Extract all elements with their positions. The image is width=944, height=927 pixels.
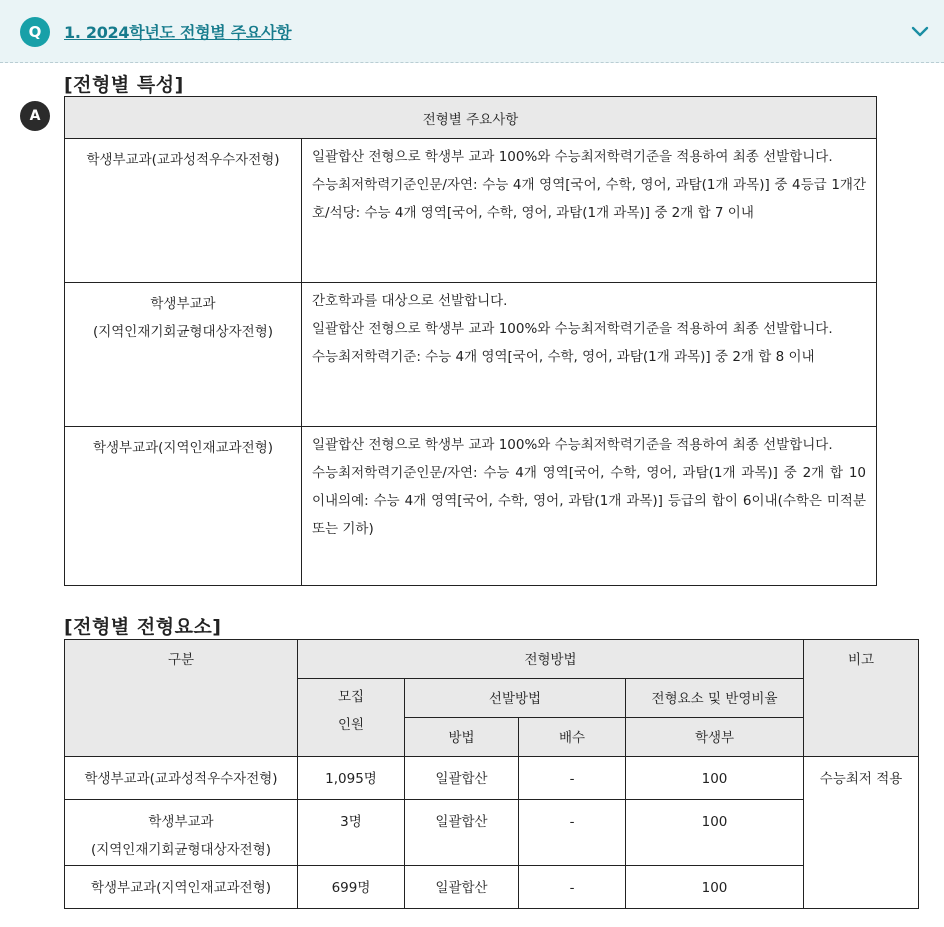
header-note: 비고 [804,640,919,757]
faq-question-header[interactable] [0,0,944,63]
table-row [65,139,877,283]
header-record: 학생부 [626,718,804,757]
row-label: 학생부교과 (지역인재기회균형대상자전형) [65,283,302,427]
row-multiple: - [519,866,626,909]
header-elements: 전형요소 및 반영비율 [626,679,804,718]
row-count: 3명 [298,800,405,866]
chevron-down-icon[interactable] [909,20,931,42]
row-label: 학생부교과(교과성적우수자전형) [65,757,298,800]
section-title-elements: [전형별 전형요소] [64,616,222,638]
header-recruit: 모집 인원 [298,679,405,757]
question-badge: Q [20,17,50,47]
table-row [65,283,877,427]
answer-badge: A [20,101,50,131]
row-description: 일괄합산 전형으로 학생부 교과 100%와 수능최저학력기준을 적용하여 최종 선발합니다. 수능최저학력기준인문/자연: 수능 4개 영역[국어, 수학, 영어, 과탐(1개 과목)] 중 2개 합 10 이내의예: 수능 4개 영역[국어, 수학, 영어, 과탐(1개 과목)] 등급의 합이 6이내(수학은 미적분 또는 기하) [302,427,877,586]
row-record: 100 [626,800,804,866]
question-title[interactable]: 1. 2024학년도 전형별 주요사항 [64,23,292,42]
row-multiple: - [519,800,626,866]
table-header: 전형별 주요사항 [65,97,877,139]
row-multiple: - [519,757,626,800]
row-note: 수능최저 적용 [804,757,919,909]
header-category: 구분 [65,640,298,757]
table-row [65,866,919,909]
section-title-characteristics: [전형별 특성] [64,74,184,96]
row-record: 100 [626,866,804,909]
row-label: 학생부교과(지역인재교과전형) [65,866,298,909]
header-selection: 선발방법 [405,679,626,718]
row-description: 일괄합산 전형으로 학생부 교과 100%와 수능최저학력기준을 적용하여 최종 선발합니다. 수능최저학력기준인문/자연: 수능 4개 영역[국어, 수학, 영어, 과탐(1개 과목)] 중 4등급 1개간호/석당: 수능 4개 영역[국어, 수학, 영어, 과탐(1개 과목)] 중 2개 합 7 이내 [302,139,877,283]
row-way: 일괄합산 [405,757,519,800]
row-way: 일괄합산 [405,800,519,866]
characteristics-table [64,96,877,586]
row-label: 학생부교과 (지역인재기회균형대상자전형) [65,800,298,866]
row-label: 학생부교과(교과성적우수자전형) [65,139,302,283]
header-way: 방법 [405,718,519,757]
header-multiple: 배수 [519,718,626,757]
row-description: 간호학과를 대상으로 선발합니다. 일괄합산 전형으로 학생부 교과 100%와 수능최저학력기준을 적용하여 최종 선발합니다. 수능최저학력기준: 수능 4개 영역[국어, 수학, 영어, 과탐(1개 과목)] 중 2개 합 8 이내 [302,283,877,427]
row-way: 일괄합산 [405,866,519,909]
table-row [65,427,877,586]
row-count: 699명 [298,866,405,909]
row-record: 100 [626,757,804,800]
row-count: 1,095명 [298,757,405,800]
elements-table [64,639,919,909]
table-row [65,757,919,800]
table-row [65,800,919,866]
header-method: 전형방법 [298,640,804,679]
row-label: 학생부교과(지역인재교과전형) [65,427,302,586]
